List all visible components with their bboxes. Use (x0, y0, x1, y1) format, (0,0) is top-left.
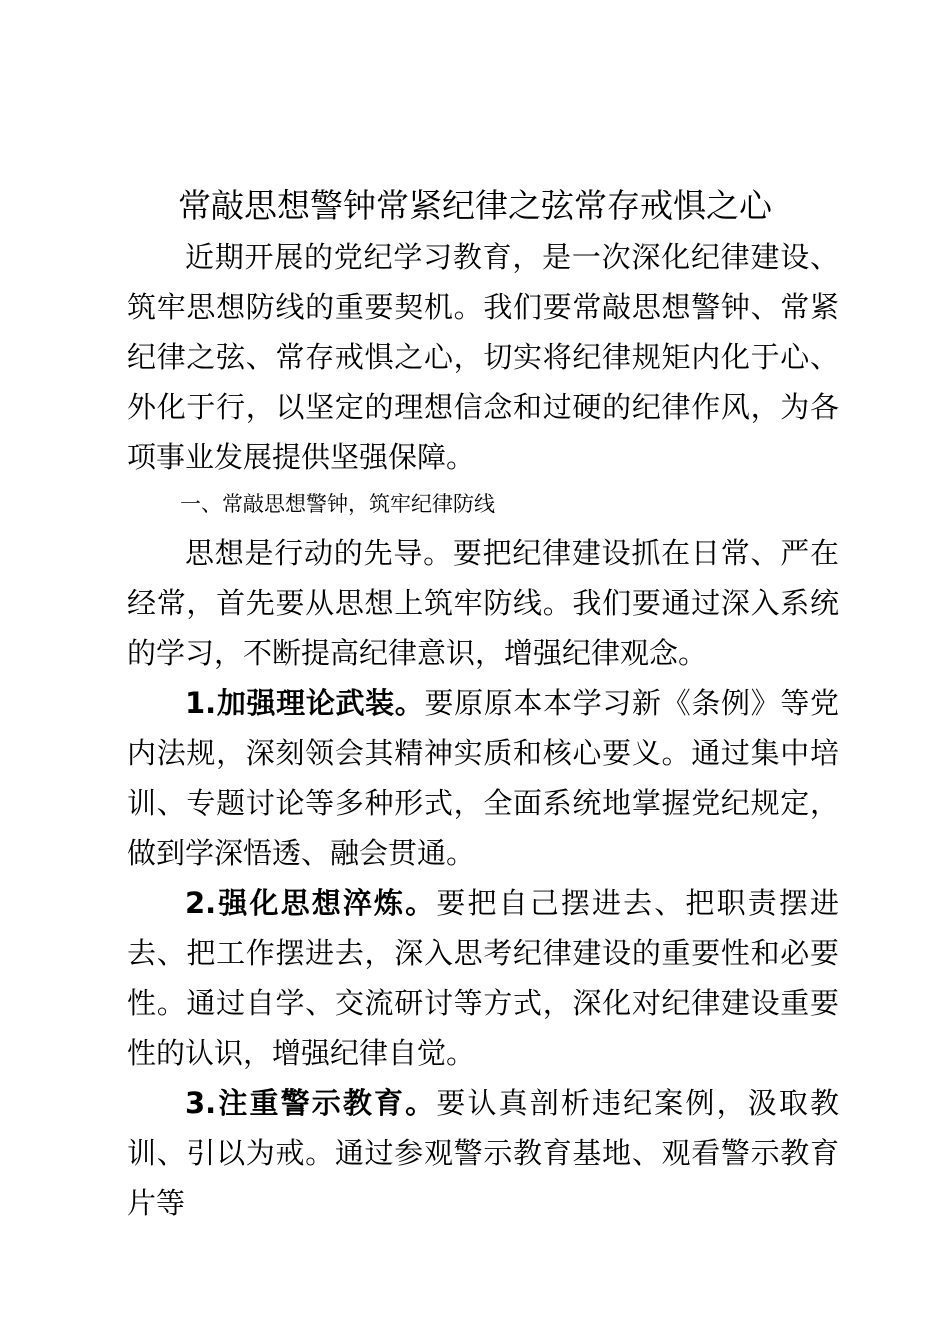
list-item-2 (127, 878, 839, 1078)
list-item-1-text: 要原原本本学习新《条例》等党内法规，深刻领会其精神实质和核心要义。通过集中培训、专题讨论等多种形式，全面系统地掌握党纪规定，做到学深悟透、融会贯通。 (127, 686, 839, 870)
document-title: 常敲思想警钟常紧纪律之弦常存戒惧之心 (178, 186, 772, 225)
section-heading: 一、常敲思想警钟，筑牢纪律防线 (180, 492, 495, 516)
list-item-2-lead: 2.强化思想淬炼。 (185, 886, 437, 920)
intro-paragraph: 近期开展的党纪学习教育，是一次深化纪律建设、筑牢思想防线的重要契机。我们要常敲思想警钟、常紧纪律之弦、常存戒惧之心，切实将纪律规矩内化于心、外化于行，以坚定的理想信念和过硬的纪律作风，为各项事业发展提供坚强保障。 (127, 240, 839, 474)
list-item-3-lead: 3.注重警示教育。 (185, 1086, 437, 1120)
section-body-paragraph: 思想是行动的先导。要把纪律建设抓在日常、严在经常，首先要从思想上筑牢防线。我们要通过深入系统的学习，不断提高纪律意识，增强纪律观念。 (127, 536, 839, 670)
list-item-3 (127, 1078, 839, 1228)
list-item-1 (127, 678, 839, 878)
list-item-2-text: 要把自己摆进去、把职责摆进去、把工作摆进去，深入思考纪律建设的重要性和必要性。通过自学、交流研讨等方式，深化对纪律建设重要性的认识，增强纪律自觉。 (127, 886, 839, 1070)
list-item-1-lead: 1.加强理论武装。 (185, 686, 425, 720)
list-item-3-text: 要认真剖析违纪案例，汲取教训、引以为戒。通过参观警示教育基地、观看警示教育片等 (127, 1086, 839, 1220)
